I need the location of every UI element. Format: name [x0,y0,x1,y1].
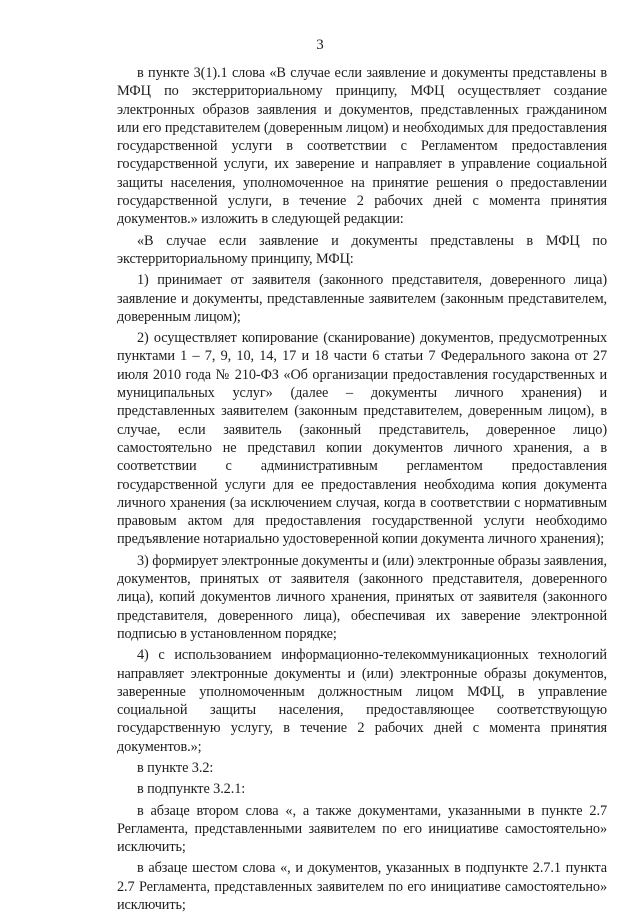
paragraph: в абзаце шестом слова «, и документов, указанных в подпункте 2.7.1 пункта 2.7 Регламента, представленных заявителем по его инициативе самостоятельно» исключить; [117,860,607,914]
document-body [117,64,607,914]
paragraph: в пункте 3.2: [137,759,214,776]
paragraph: 4) с использованием информационно-телекоммуникационных технологий направляет электронные документы и (или) электронные образы документов, заверенные уполномоченным должностным лицом МФЦ, в управление социальной защиты населения, предоставляющее соответствующую государственную услугу, в течение 2 рабочих дней с момента принятия документов.»; [117,647,607,755]
paragraph: 1) принимает от заявителя (законного представителя, доверенного лица) заявление и документы, представленные заявителем (законным представителем, доверенным лицом); [117,272,607,325]
paragraph: в пункте 3(1).1 слова «В случае если заявление и документы представлены в МФЦ по экстерриториальному принципу, МФЦ осуществляет создание электронных образов заявления и документов, представленных гражданином или его представителем (доверенным лицом) и необходимых для предоставления государственной услуги в соответствии с Регламентом предоставления государственной услуги, их заверение и направляет в управление социальной защиты населения, уполномоченное на принятие решения о предоставлении государственной услуги, в течение 2 рабочих дней с момента принятия документов.» изложить в следующей редакции: [117,65,607,228]
paragraph: «В случае если заявление и документы представлены в МФЦ по экстерриториальному принципу, МФЦ: [117,232,607,267]
page-number: 3 [316,37,324,53]
paragraph: 3) формирует электронные документы и (или) электронные образы заявления, документов, принятых от заявителя (законного представителя, доверенного лица), копий документов личного хранения, принятых от заявителя (законного представителя, доверенного лица), обеспечивая их заверение электронной подписью в установленном порядке; [117,552,607,642]
paragraph: 2) осуществляет копирование (сканирование) документов, предусмотренных пунктами 1 – 7, 9, 10, 14, 17 и 18 части 6 статьи 7 Федерального закона от 27 июля 2010 года № 210-ФЗ «Об организации предоставления государственных и муниципальных услуг» (далее – документы личного хранения) и представленных заявителем (законным представителем, доверенным лицом), в случае, если заявитель (законный представитель, доверенное лицо) самостоятельно не представил копии документов личного хранения, а в соответствии с административным регламентом предоставления государственной услуги для ее предоставления необходима копия документа личного хранения (за исключением случая, когда в соответствии с нормативным правовым актом для предоставления государственной услуги необходимо предъявление нотариально удостоверенной копии документа личного хранения); [117,330,607,548]
paragraph: в подпункте 3.2.1: [137,781,246,798]
paragraph: в абзаце втором слова «, а также документами, указанными в пункте 2.7 Регламента, представленными заявителем по его инициативе самостоятельно» исключить; [117,802,607,856]
